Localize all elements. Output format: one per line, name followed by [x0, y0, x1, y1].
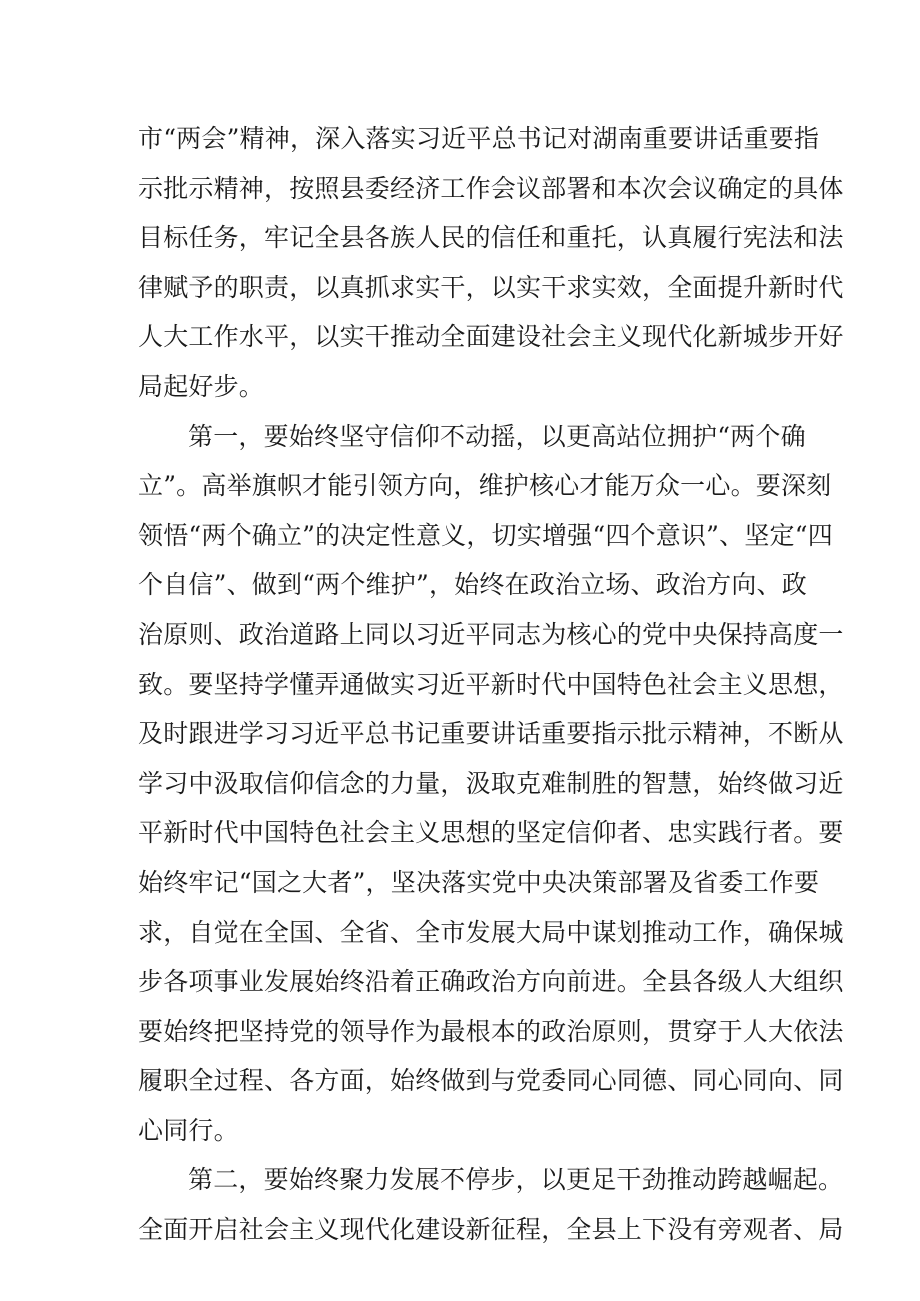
paragraph-first-line: 第一，要始终坚守信仰不动摇，以更高站位拥护“两个确: [188, 421, 806, 451]
text-line: 及时跟进学习习近平总书记重要讲话重要指示批示精神，不断从: [138, 719, 844, 749]
text-line: 致。要坚持学懂弄通做实习近平新时代中国特色社会主义思想，: [138, 669, 844, 699]
text-line: 学习中汲取信仰信念的力量，汲取克难制胜的智慧，始终做习近: [138, 768, 844, 798]
text-line: 示批示精神，按照县委经济工作会议部署和本次会议确定的具体: [138, 173, 844, 203]
text-line: 目标任务，牢记全县各族人民的信任和重托，认真履行宪法和法: [138, 223, 844, 253]
text-line: 要始终把坚持党的领导作为最根本的政治原则，贯穿于人大依法: [138, 1016, 844, 1046]
text-line: 律赋予的职责，以真抓求实干，以实干求实效，全面提升新时代: [138, 272, 844, 302]
text-line: 履职全过程、各方面，始终做到与党委同心同德、同心同向、同: [138, 1066, 844, 1096]
text-line: 人大工作水平，以实干推动全面建设社会主义现代化新城步开好: [138, 322, 844, 352]
paragraph-first-line: 第二，要始终聚力发展不停步，以更足干劲推动跨越崛起。: [188, 1165, 844, 1195]
body-text: [138, 114, 844, 1255]
text-line: 全面开启社会主义现代化建设新征程，全县上下没有旁观者、局: [138, 1215, 844, 1245]
text-line: 始终牢记“国之大者”，坚决落实党中央决策部署及省委工作要: [138, 867, 820, 897]
text-line: 局起好步。: [138, 371, 265, 401]
text-line: 市“两会”精神，深入落实习近平总书记对湖南重要讲话重要指: [138, 124, 820, 153]
text-line: 立”。高举旗帜才能引领方向，维护核心才能万众一心。要深刻: [138, 471, 832, 501]
text-line: 平新时代中国特色社会主义思想的坚定信仰者、忠实践行者。要: [138, 818, 844, 848]
text-line: 个自信”、做到“两个维护”，始终在政治立场、政治方向、政: [138, 570, 807, 600]
text-line: 心同行。: [138, 1115, 239, 1145]
text-line: 领悟“两个确立”的决定性意义，切实增强“四个意识”、坚定“四: [138, 520, 833, 550]
text-line: 治原则、政治道路上同以习近平同志为核心的党中央保持高度一: [138, 619, 844, 649]
text-line: 步各项事业发展始终沿着正确政治方向前进。全县各级人大组织: [138, 967, 844, 997]
text-line: 求，自觉在全国、全省、全市发展大局中谋划推动工作，确保城: [138, 917, 844, 947]
